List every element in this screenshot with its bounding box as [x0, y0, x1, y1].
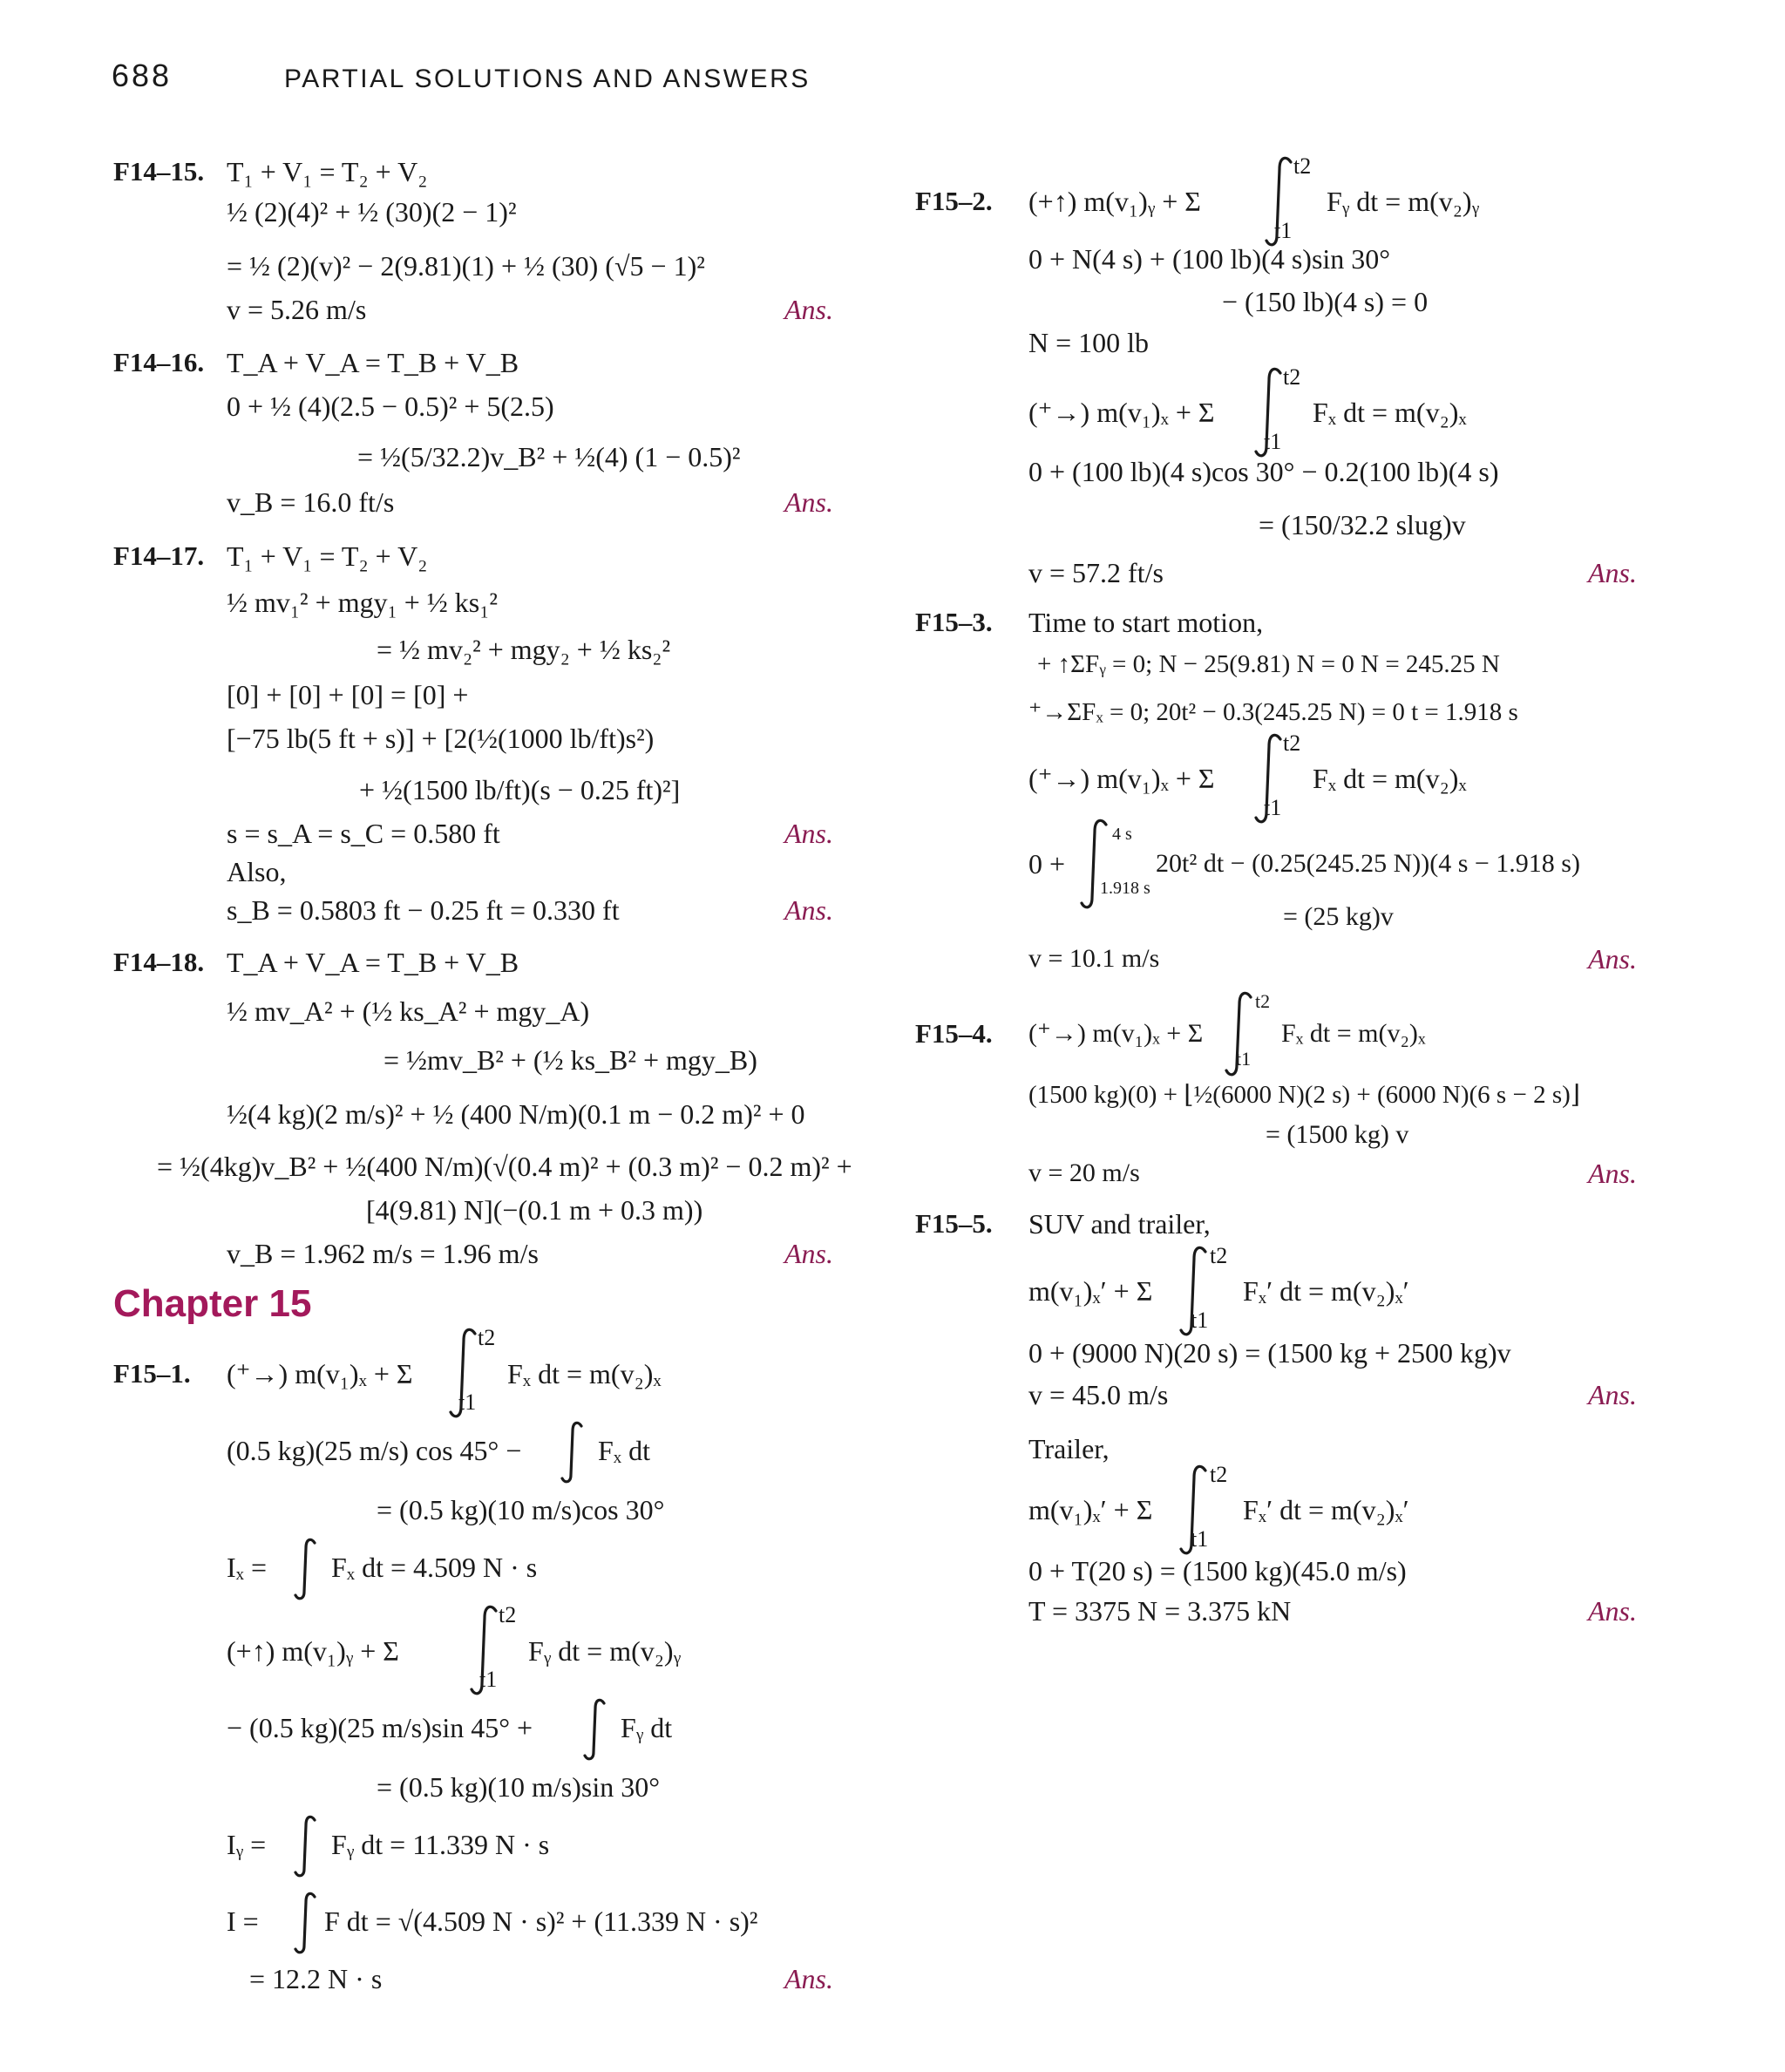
equation-line: (+↑) m(v₁)ᵧ + Σ [1028, 186, 1201, 217]
equation-line: T_A + V_A = T_B + V_B [227, 347, 519, 378]
equation-line: ½ mv₁² + mgy₁ + ½ ks₁² [227, 587, 498, 618]
integral-lower-limit: t1 [458, 1389, 477, 1415]
equation-line: s = s_A = s_C = 0.580 ft [227, 818, 500, 849]
integral-lower-limit: t1 [1264, 429, 1282, 454]
equation-line: = ½mv_B² + (½ ks_B² + mgy_B) [383, 1044, 757, 1076]
integral-lower-limit: t1 [1274, 218, 1293, 243]
answer-mark: Ans. [1588, 943, 1637, 975]
equation-line: 0 + T(20 s) = (1500 kg)(45.0 m/s) [1028, 1555, 1407, 1586]
equation-line: v = 20 m/s [1028, 1158, 1140, 1187]
equation-line: = ½ mv₂² + mgy₂ + ½ ks₂² [377, 634, 671, 665]
equation-line: Fₓ′ dt = m(v₂)ₓ′ [1243, 1494, 1409, 1525]
problem-label: F14–18. [113, 947, 205, 977]
equation-line: T = 3375 N = 3.375 kN [1028, 1595, 1292, 1627]
equation-line: Fᵧ dt [621, 1712, 673, 1743]
answer-mark: Ans. [1588, 1158, 1637, 1189]
equation-line: [0] + [0] + [0] = [0] + [227, 679, 469, 710]
answer-mark: Ans. [784, 1963, 833, 1994]
equation-line: ½(4 kg)(2 m/s)² + ½ (400 N/m)(0.1 m − 0.2 m)² + 0 [227, 1098, 805, 1130]
equation-line: N = 100 lb [1028, 327, 1150, 358]
equation-line: [−75 lb(5 ft + s)] + [2(½(1000 lb/ft)s²) [227, 723, 655, 754]
integral-upper-limit: t2 [1283, 364, 1301, 390]
equation-line: + ½(1500 lb/ft)(s − 0.25 ft)²] [359, 774, 681, 805]
equation-line: Iᵧ = [227, 1829, 267, 1860]
answer-mark: Ans. [1588, 557, 1637, 588]
equation-line: = ½(4kg)v_B² + ½(400 N/m)(√(0.4 m)² + (0.3 m)² − 0.2 m)² + [157, 1151, 852, 1182]
equation-line: Fₓ dt = m(v₂)ₓ [1313, 763, 1467, 794]
integral-lower-limit: t1 [479, 1667, 498, 1692]
problem-label: F15–4. [915, 1018, 993, 1049]
equation-line: Fₓ′ dt = m(v₂)ₓ′ [1243, 1275, 1409, 1307]
equation-line: (⁺→) m(v₁)ₓ + Σ [1028, 763, 1215, 794]
equation-line: SUV and trailer, [1028, 1208, 1211, 1240]
equation-line: Fₓ dt [598, 1435, 650, 1466]
integral-upper-limit: 4 s [1112, 825, 1132, 844]
equation-line: Iₓ = [227, 1552, 267, 1583]
equation-line: = ½ (2)(v)² − 2(9.81)(1) + ½ (30) (√5 − 1)² [227, 250, 705, 282]
equation-line: ½ mv_A² + (½ ks_A² + mgy_A) [227, 995, 590, 1027]
problem-label: F15–2. [915, 186, 993, 216]
equation-line: I = [227, 1906, 259, 1937]
equation-line: (0.5 kg)(25 m/s) cos 45° − [227, 1435, 522, 1466]
equation-line: 0 + [1028, 848, 1066, 880]
equation-line: Fᵧ dt = 11.339 N · s [331, 1829, 550, 1860]
equation-line: m(v₁)ₓ′ + Σ [1028, 1275, 1153, 1307]
integral-lower-limit: t1 [1236, 1048, 1252, 1070]
integral-lower-limit: 1.918 s [1100, 879, 1150, 898]
answer-mark: Ans. [784, 1238, 833, 1269]
equation-line: m(v₁)ₓ′ + Σ [1028, 1494, 1153, 1525]
answer-mark: Ans. [784, 294, 833, 325]
answer-mark: Ans. [1588, 1595, 1637, 1627]
integral-upper-limit: t2 [1210, 1243, 1228, 1268]
equation-line: T₁ + V₁ = T₂ + V₂ [227, 540, 428, 572]
equation-line: T₁ + V₁ = T₂ + V₂ [227, 156, 428, 187]
problem-label: F15–1. [113, 1358, 191, 1389]
equation-line: Trailer, [1028, 1433, 1110, 1464]
equation-line: 0 + ½ (4)(2.5 − 0.5)² + 5(2.5) [227, 391, 554, 422]
equation-line: [4(9.81) N](−(0.1 m + 0.3 m)) [366, 1194, 703, 1226]
equation-line: Fₓ dt = 4.509 N · s [331, 1552, 538, 1583]
answer-mark: Ans. [784, 486, 833, 518]
equation-line: Fₓ dt = m(v₂)ₓ [1281, 1019, 1426, 1048]
equation-line: (⁺→) m(v₁)ₓ + Σ [227, 1358, 413, 1389]
equation-line: − (150 lb)(4 s) = 0 [1222, 286, 1429, 317]
integral-sign [293, 1813, 319, 1879]
equation-line: (⁺→) m(v₁)ₓ + Σ [1028, 1019, 1204, 1048]
equation-line: = 12.2 N · s [249, 1963, 383, 1994]
equation-line: s_B = 0.5803 ft − 0.25 ft = 0.330 ft [227, 894, 620, 926]
equation-line: Fᵧ dt = m(v₂)ᵧ [1327, 186, 1480, 217]
integral-upper-limit: t2 [1293, 153, 1312, 179]
page-number: 688 [112, 58, 173, 93]
integral-upper-limit: t2 [1283, 730, 1301, 756]
integral-sign [293, 1536, 319, 1602]
equation-line: = (0.5 kg)(10 m/s)cos 30° [377, 1494, 665, 1525]
answer-mark: Ans. [784, 894, 833, 926]
equation-line: = (150/32.2 slug)v [1259, 509, 1466, 540]
equation-line: (+↑) m(v₁)ᵧ + Σ [227, 1635, 399, 1667]
integral-lower-limit: t1 [1264, 795, 1282, 820]
equation-line: ⁺→ΣFₓ = 0; 20t² − 0.3(245.25 N) = 0 t = 1.918 s [1028, 698, 1518, 726]
equation-line: Time to start motion, [1028, 607, 1264, 638]
integral-sign [560, 1419, 586, 1485]
equation-line: v_B = 16.0 ft/s [227, 486, 395, 518]
problem-label: F14–15. [113, 156, 205, 187]
equation-line: v = 45.0 m/s [1028, 1379, 1169, 1410]
equation-line: (⁺→) m(v₁)ₓ + Σ [1028, 397, 1215, 428]
equation-line: F dt = √(4.509 N · s)² + (11.339 N · s)² [324, 1906, 758, 1937]
integral-upper-limit: t2 [1210, 1462, 1228, 1487]
equation-line: Fᵧ dt = m(v₂)ᵧ [528, 1635, 682, 1667]
integral-lower-limit: t1 [1191, 1526, 1209, 1552]
integral-upper-limit: t2 [1255, 990, 1271, 1012]
equation-line: = (1500 kg) v [1266, 1120, 1409, 1149]
equation-line: Fₓ dt = m(v₂)ₓ [507, 1358, 662, 1389]
chapter-heading: Chapter 15 [113, 1282, 312, 1325]
equation-line: − (0.5 kg)(25 m/s)sin 45° + [227, 1712, 533, 1743]
equation-line: Also, [227, 856, 287, 887]
equation-line: v = 10.1 m/s [1028, 944, 1160, 973]
answer-mark: Ans. [784, 818, 833, 849]
integral-sign [293, 1890, 319, 1956]
equation-line: v = 5.26 m/s [227, 294, 367, 325]
equation-line: 0 + (9000 N)(20 s) = (1500 kg + 2500 kg)v [1028, 1337, 1511, 1369]
integral-sign [582, 1696, 608, 1763]
integral-lower-limit: t1 [1191, 1308, 1209, 1333]
integral-upper-limit: t2 [499, 1602, 517, 1627]
equation-line: = (0.5 kg)(10 m/s)sin 30° [377, 1771, 661, 1803]
equation-line: T_A + V_A = T_B + V_B [227, 947, 519, 978]
equation-line: 0 + (100 lb)(4 s)cos 30° − 0.2(100 lb)(4 s) [1028, 456, 1499, 487]
problem-label: F14–17. [113, 540, 205, 571]
answer-mark: Ans. [1588, 1379, 1637, 1410]
equation-line: v = 57.2 ft/s [1028, 557, 1164, 588]
integral-upper-limit: t2 [478, 1325, 496, 1350]
equation-line: v_B = 1.962 m/s = 1.96 m/s [227, 1238, 539, 1269]
problem-label: F14–16. [113, 347, 205, 377]
equation-line: = ½(5/32.2)v_B² + ½(4) (1 − 0.5)² [357, 441, 741, 472]
problem-label: F15–5. [915, 1208, 993, 1239]
problem-label: F15–3. [915, 607, 993, 637]
equation-line: 20t² dt − (0.25(245.25 N))(4 s − 1.918 s) [1156, 849, 1580, 878]
equation-line: 0 + N(4 s) + (100 lb)(4 s)sin 30° [1028, 243, 1391, 275]
equation-line: = (25 kg)v [1283, 902, 1394, 931]
equation-line: ½ (2)(4)² + ½ (30)(2 − 1)² [227, 196, 517, 228]
equation-line: Fₓ dt = m(v₂)ₓ [1313, 397, 1467, 428]
running-title: PARTIAL SOLUTIONS AND ANSWERS [284, 65, 811, 93]
equation-line: (1500 kg)(0) + ⌊½(6000 N)(2 s) + (6000 N)(6 s − 2 s)⌋ [1028, 1081, 1581, 1109]
equation-line: + ↑ΣFᵧ = 0; N − 25(9.81) N = 0 N = 245.25 N [1037, 650, 1500, 678]
